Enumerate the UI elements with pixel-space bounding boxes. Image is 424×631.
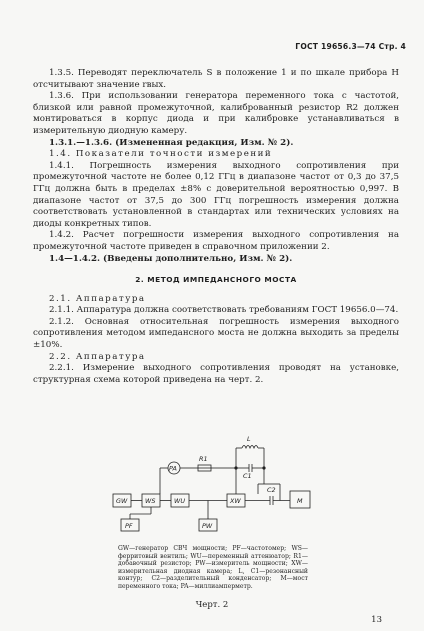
- subsection-heading-2-2: 2.2. Аппаратура: [49, 351, 146, 362]
- pw-label: PW: [202, 522, 213, 530]
- amendment-note-1: 1.3.1.—1.3.6. (Измененная редакция, Изм. № 2).: [49, 137, 294, 148]
- l-label: L: [247, 435, 251, 443]
- figure-label: Черт. 2: [195, 600, 229, 610]
- m-label: M: [297, 497, 303, 505]
- body-text: [33, 68, 399, 386]
- xw-label: XW: [230, 497, 241, 505]
- section-title: 2. МЕТОД ИМПЕДАНСНОГО МОСТА: [135, 275, 297, 285]
- block-diagram: [110, 434, 320, 544]
- amendment-note-2: 1.4—1.4.2. (Введены дополнительно, Изм. № 2).: [49, 253, 293, 264]
- paragraph-1-3-5: 1.3.5. Переводят переключатель S в положение 1 и по шкале прибора H отсчитывают значение rвых.: [33, 68, 399, 90]
- page-header: ГОСТ 19656.3—74 Стр. 4: [295, 42, 406, 51]
- wu-label: WU: [174, 497, 185, 505]
- c1-label: C1: [243, 472, 252, 480]
- subsection-heading-1-4: 1.4. Показатели точности измерений: [49, 149, 273, 160]
- paragraph-2-1-2: 2.1.2. Основная относительная погрешность измерения выходного сопротивления методом импедансного моста не должна выходить за пределы ±10%.: [33, 316, 399, 351]
- paragraph-1-3-6: 1.3.6. При использовании генератора переменного тока с частотой, близкой или равной промежуточной, калиброванный резистор R2 должен монтироваться в корпус диода и при калибровке устанавливаться в измерительную диодную камеру.: [33, 91, 399, 136]
- ws-label: WS: [145, 497, 156, 505]
- pa-label: PA: [169, 464, 177, 473]
- c2-label: C2: [267, 486, 276, 494]
- page-number: 13: [371, 615, 382, 625]
- figure-caption: GW—генератор СВЧ мощности; PF—частотомер; WS—ферритовый вентиль; WU—переменный аттенюатор; R1—добавочный резистор; PW—измеритель мощности; XW—измерительная диодная камера; L, C1—резонансный контур; C2—разделительный конденсатор; M—мост переменного тока; PA—миллиамперметр.: [118, 545, 308, 590]
- paragraph-1-4-1: 1.4.1. Погрешность измерения выходного сопротивления при промежуточной частоте не более 0,12 ГГц в диапазоне частот от 0,3 до 37,5 ГГц должна быть в пределах ±8% с доверительной вероятностью 0,997. В диапазоне частот от 37,5 до 300 ГГц погрешность измерения должна соответствовать установленной в стандартах или технических условиях на диоды конкретных типов.: [33, 160, 399, 229]
- paragraph-2-1-1: 2.1.1. Аппаратура должна соответствовать требованиям ГОСТ 19656.0—74.: [49, 305, 399, 316]
- paragraph-1-4-2: 1.4.2. Расчет погрешности измерения выходного сопротивления на промежуточной частоте приведен в справочном приложении 2.: [33, 230, 399, 252]
- r1-label: R1: [199, 455, 208, 463]
- subsection-heading-2-1: 2.1. Аппаратура: [49, 293, 146, 304]
- pf-label: PF: [125, 522, 133, 530]
- gw-label: GW: [116, 497, 128, 505]
- paragraph-2-2-1: 2.2.1. Измерение выходного сопротивления проводят на установке, структурная схема которой приведена на черт. 2.: [33, 363, 399, 385]
